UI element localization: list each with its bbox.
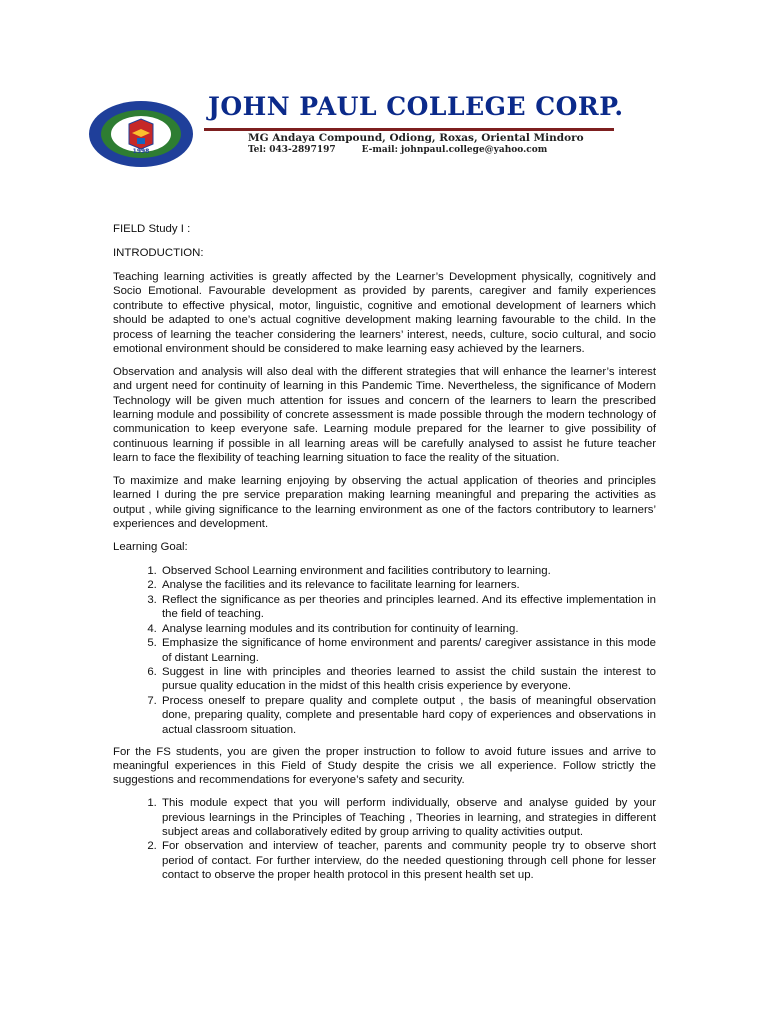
letterhead-rule [204,128,614,131]
learning-goal-item: 6. Suggest in line with principles and theories learned to assist the child sustain the interest to pursue quality education in the midst of this health crisis experience by everyone. [160,665,656,694]
learning-goals-list [113,564,656,737]
learning-goal-item: 4. Analyse learning modules and its contribution for continuity of learning. [160,622,656,636]
email: E-mail: johnpaul.college@yahoo.com [361,145,548,155]
introduction-heading: INTRODUCTION: [113,247,204,259]
college-name: JOHN PAUL COLLEGE CORP. [208,92,624,121]
letterhead [88,92,648,172]
college-address: MG Andaya Compound, Odiong, Roxas, Oriental Mindoro [248,132,584,144]
learning-goal-item: 3. Reflect the significance as per theories and principles learned. And its effective implementation in the field of teaching. [160,593,656,622]
college-contact [248,145,547,155]
instruction-item: 2. For observation and interview of teacher, parents and community people try to observe short period of contact. For further interview, do the needed questioning through cell phone for lesser contact to observe the proper health protocol in this present health set up. [160,839,656,882]
instruction-paragraph: For the FS students, you are given the proper instruction to follow to avoid future issues and arrive to meaningful experiences in this Field of Study despite the crisis we all experience. Follow strictly the suggestions and recommendations for everyone’s safety and security. [113,745,656,787]
paragraph: Observation and analysis will also deal with the different strategies that will enhance the learner’s interest and urgent need for continuity of learning in this Pandemic Time. Nevertheless, the significance of Modern Technology will be given much attention for issues and concern of the learners to learn the prescribed learning module and possibility of concrete assessment is made possible through the modern technology of communication to keep everyone safe. Learning module prepared for the learner to give possibility of continuous learning if possible in all learning areas will be carefully analysed to assist he future teacher learn to face the flexibility of teaching learning situation to face the reality of the situation. [113,365,656,465]
learning-goal-item: 1. Observed School Learning environment and facilities contributory to learning. [160,564,656,578]
learning-goal-heading: Learning Goal: [113,541,188,554]
paragraph: To maximize and make learning enjoying by observing the actual application of theories and principles learned I during the pre service preparation making learning meaningful and preparing the activities as output , while giving significance to the learning environment as one of the factors contributory to learners’ experiences and development. [113,475,656,531]
college-seal-logo [88,100,194,168]
telephone: Tel: 043-2897197 [248,145,336,155]
document-body [113,222,656,890]
learning-goal-item: 2. Analyse the facilities and its relevance to facilitate learning for learners. [160,578,656,592]
learning-goal-item: 7. Process oneself to prepare quality and complete output , the basis of meaningful observation done, preparing quality, complete and presentable hard copy of experiences and observations in actual classroom situation. [160,694,656,737]
instructions-list [113,796,656,882]
learning-goal-item: 5. Emphasize the significance of home environment and parents/ caregiver assistance in this mode of distant Learning. [160,636,656,665]
instruction-item: 1. This module expect that you will perform individually, observe and analyse guided by your previous learnings in the Principles of Teaching , Theories in learning, and strategies in different subject areas and collaboratively edited by group arriving to quality activities output. [160,796,656,839]
seal-year: 1998 [132,148,150,155]
document-title: FIELD Study I : [113,223,191,235]
paragraph: Teaching learning activities is greatly affected by the Learner’s Development physically, cognitively and Socio Emotional. Favourable development as provided by parents, caregiver and family experiences contribute to effective physical, motor, linguistic, cognitive and emotional development of learners which should be adapted to one’s actual cognitive development making learning favourable to the child. In the process of learning the teacher considering the learners’ interest, needs, culture, socio cultural, and socio emotional environment should be considered to make learning easy achieved by the learners. [113,271,656,356]
